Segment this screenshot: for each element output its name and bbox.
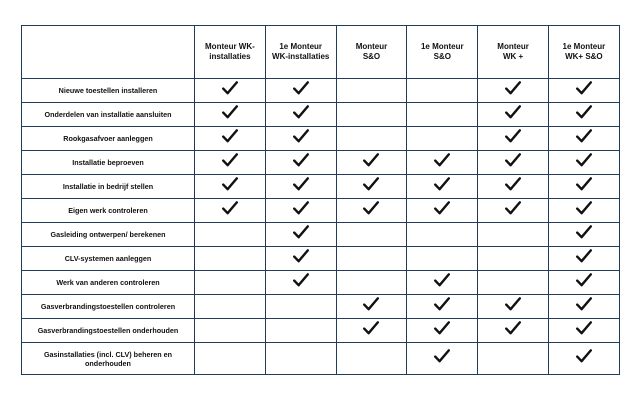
matrix-cell xyxy=(195,247,266,271)
matrix-cell xyxy=(265,223,336,247)
checkmark-icon xyxy=(293,81,309,95)
matrix-cell xyxy=(548,343,619,375)
checkmark-icon xyxy=(222,177,238,191)
row-label: Installatie beproeven xyxy=(22,151,195,175)
matrix-cell xyxy=(478,79,549,103)
row-label: Gasleiding ontwerpen/ berekenen xyxy=(22,223,195,247)
matrix-cell xyxy=(195,175,266,199)
row-label: Onderdelen van installatie aansluiten xyxy=(22,103,195,127)
matrix-cell xyxy=(407,199,478,223)
checkmark-icon xyxy=(434,177,450,191)
checkmark-icon xyxy=(576,225,592,239)
checkmark-icon xyxy=(293,249,309,263)
matrix-cell xyxy=(548,127,619,151)
matrix-cell xyxy=(548,103,619,127)
matrix-cell xyxy=(548,295,619,319)
checkmark-icon xyxy=(363,297,379,311)
matrix-cell xyxy=(336,199,407,223)
header-row xyxy=(22,26,620,79)
matrix-cell xyxy=(478,343,549,375)
matrix-cell xyxy=(336,223,407,247)
row-label: Eigen werk controleren xyxy=(22,199,195,223)
matrix-cell xyxy=(548,79,619,103)
row-label: Gasinstallaties (incl. CLV) beheren en onderhouden xyxy=(22,343,195,375)
matrix-cell xyxy=(478,295,549,319)
qualification-matrix xyxy=(21,25,620,375)
row-label: Nieuwe toestellen installeren xyxy=(22,79,195,103)
column-header-3: Monteur S&O xyxy=(336,26,407,79)
matrix-cell xyxy=(265,295,336,319)
checkmark-icon xyxy=(505,177,521,191)
matrix-cell xyxy=(478,223,549,247)
matrix-cell xyxy=(195,271,266,295)
checkmark-icon xyxy=(363,201,379,215)
checkmark-icon xyxy=(576,321,592,335)
table-row xyxy=(22,151,620,175)
matrix-cell xyxy=(265,103,336,127)
checkmark-icon xyxy=(222,153,238,167)
checkmark-icon xyxy=(505,321,521,335)
matrix-cell xyxy=(478,319,549,343)
table-row xyxy=(22,271,620,295)
matrix-cell xyxy=(336,175,407,199)
matrix-cell xyxy=(336,319,407,343)
row-label: Installatie in bedrijf stellen xyxy=(22,175,195,199)
matrix-cell xyxy=(265,247,336,271)
checkmark-icon xyxy=(293,201,309,215)
matrix-cell xyxy=(548,151,619,175)
matrix-cell xyxy=(478,151,549,175)
checkmark-icon xyxy=(293,225,309,239)
matrix-cell xyxy=(407,175,478,199)
matrix-cell xyxy=(265,79,336,103)
matrix-cell xyxy=(265,271,336,295)
matrix-cell xyxy=(265,127,336,151)
checkmark-icon xyxy=(222,105,238,119)
checkmark-icon xyxy=(576,201,592,215)
checkmark-icon xyxy=(222,81,238,95)
column-header-6: 1e Monteur WK+ S&O xyxy=(548,26,619,79)
table-row xyxy=(22,175,620,199)
matrix-cell xyxy=(548,319,619,343)
matrix-cell xyxy=(195,223,266,247)
matrix-cell xyxy=(265,343,336,375)
checkmark-icon xyxy=(576,273,592,287)
corner-cell xyxy=(22,26,195,79)
checkmark-icon xyxy=(434,321,450,335)
matrix-cell xyxy=(407,247,478,271)
checkmark-icon xyxy=(293,273,309,287)
row-label: Gasverbrandingstoestellen onderhouden xyxy=(22,319,195,343)
matrix-cell xyxy=(407,127,478,151)
matrix-cell xyxy=(265,199,336,223)
column-header-1: Monteur WK- installaties xyxy=(195,26,266,79)
matrix-cell xyxy=(478,127,549,151)
checkmark-icon xyxy=(222,201,238,215)
matrix-cell xyxy=(478,175,549,199)
matrix-cell xyxy=(195,199,266,223)
checkmark-icon xyxy=(576,177,592,191)
column-header-4: 1e Monteur S&O xyxy=(407,26,478,79)
matrix-cell xyxy=(195,319,266,343)
matrix-cell xyxy=(407,271,478,295)
checkmark-icon xyxy=(505,153,521,167)
checkmark-icon xyxy=(434,297,450,311)
matrix-cell xyxy=(548,223,619,247)
table-row xyxy=(22,79,620,103)
matrix-cell xyxy=(336,151,407,175)
checkmark-icon xyxy=(434,349,450,363)
checkmark-icon xyxy=(363,153,379,167)
matrix-cell xyxy=(336,103,407,127)
matrix-cell xyxy=(336,79,407,103)
matrix-cell xyxy=(548,175,619,199)
matrix-cell xyxy=(265,319,336,343)
matrix-cell xyxy=(195,151,266,175)
table-row xyxy=(22,319,620,343)
matrix-cell xyxy=(195,295,266,319)
matrix-cell xyxy=(548,271,619,295)
table-row xyxy=(22,247,620,271)
matrix-cell xyxy=(407,223,478,247)
row-label: CLV-systemen aanleggen xyxy=(22,247,195,271)
row-label: Werk van anderen controleren xyxy=(22,271,195,295)
matrix-cell xyxy=(407,343,478,375)
checkmark-icon xyxy=(505,201,521,215)
matrix-cell xyxy=(407,79,478,103)
checkmark-icon xyxy=(505,105,521,119)
matrix-cell xyxy=(265,151,336,175)
checkmark-icon xyxy=(505,297,521,311)
checkmark-icon xyxy=(576,129,592,143)
matrix-cell xyxy=(478,103,549,127)
table-row xyxy=(22,199,620,223)
row-label: Gasverbrandingstoestellen controleren xyxy=(22,295,195,319)
checkmark-icon xyxy=(505,129,521,143)
matrix-cell xyxy=(195,79,266,103)
table-row xyxy=(22,223,620,247)
matrix-cell xyxy=(478,271,549,295)
table-row xyxy=(22,127,620,151)
matrix-cell xyxy=(407,151,478,175)
matrix-cell xyxy=(407,295,478,319)
matrix-cell xyxy=(407,103,478,127)
matrix-cell xyxy=(195,127,266,151)
matrix-cell xyxy=(336,247,407,271)
matrix-cell xyxy=(548,247,619,271)
matrix-body xyxy=(22,79,620,375)
checkmark-icon xyxy=(363,177,379,191)
checkmark-icon xyxy=(222,129,238,143)
matrix-cell xyxy=(336,295,407,319)
checkmark-icon xyxy=(576,297,592,311)
matrix-cell xyxy=(336,343,407,375)
matrix-cell xyxy=(195,103,266,127)
checkmark-icon xyxy=(293,177,309,191)
checkmark-icon xyxy=(434,201,450,215)
checkmark-icon xyxy=(576,249,592,263)
matrix-cell xyxy=(195,343,266,375)
checkmark-icon xyxy=(293,105,309,119)
table-row xyxy=(22,103,620,127)
checkmark-icon xyxy=(434,273,450,287)
checkmark-icon xyxy=(576,81,592,95)
matrix-cell xyxy=(407,319,478,343)
checkmark-icon xyxy=(505,81,521,95)
column-header-2: 1e Monteur WK-installaties xyxy=(265,26,336,79)
checkmark-icon xyxy=(576,105,592,119)
column-header-5: Monteur WK + xyxy=(478,26,549,79)
matrix-cell xyxy=(548,199,619,223)
matrix-cell xyxy=(478,247,549,271)
checkmark-icon xyxy=(293,129,309,143)
matrix-cell xyxy=(336,271,407,295)
checkmark-icon xyxy=(434,153,450,167)
table-row xyxy=(22,295,620,319)
checkmark-icon xyxy=(576,349,592,363)
table-row xyxy=(22,343,620,375)
checkmark-icon xyxy=(363,321,379,335)
row-label: Rookgasafvoer aanleggen xyxy=(22,127,195,151)
checkmark-icon xyxy=(576,153,592,167)
checkmark-icon xyxy=(293,153,309,167)
matrix-cell xyxy=(478,199,549,223)
matrix-cell xyxy=(336,127,407,151)
matrix-cell xyxy=(265,175,336,199)
